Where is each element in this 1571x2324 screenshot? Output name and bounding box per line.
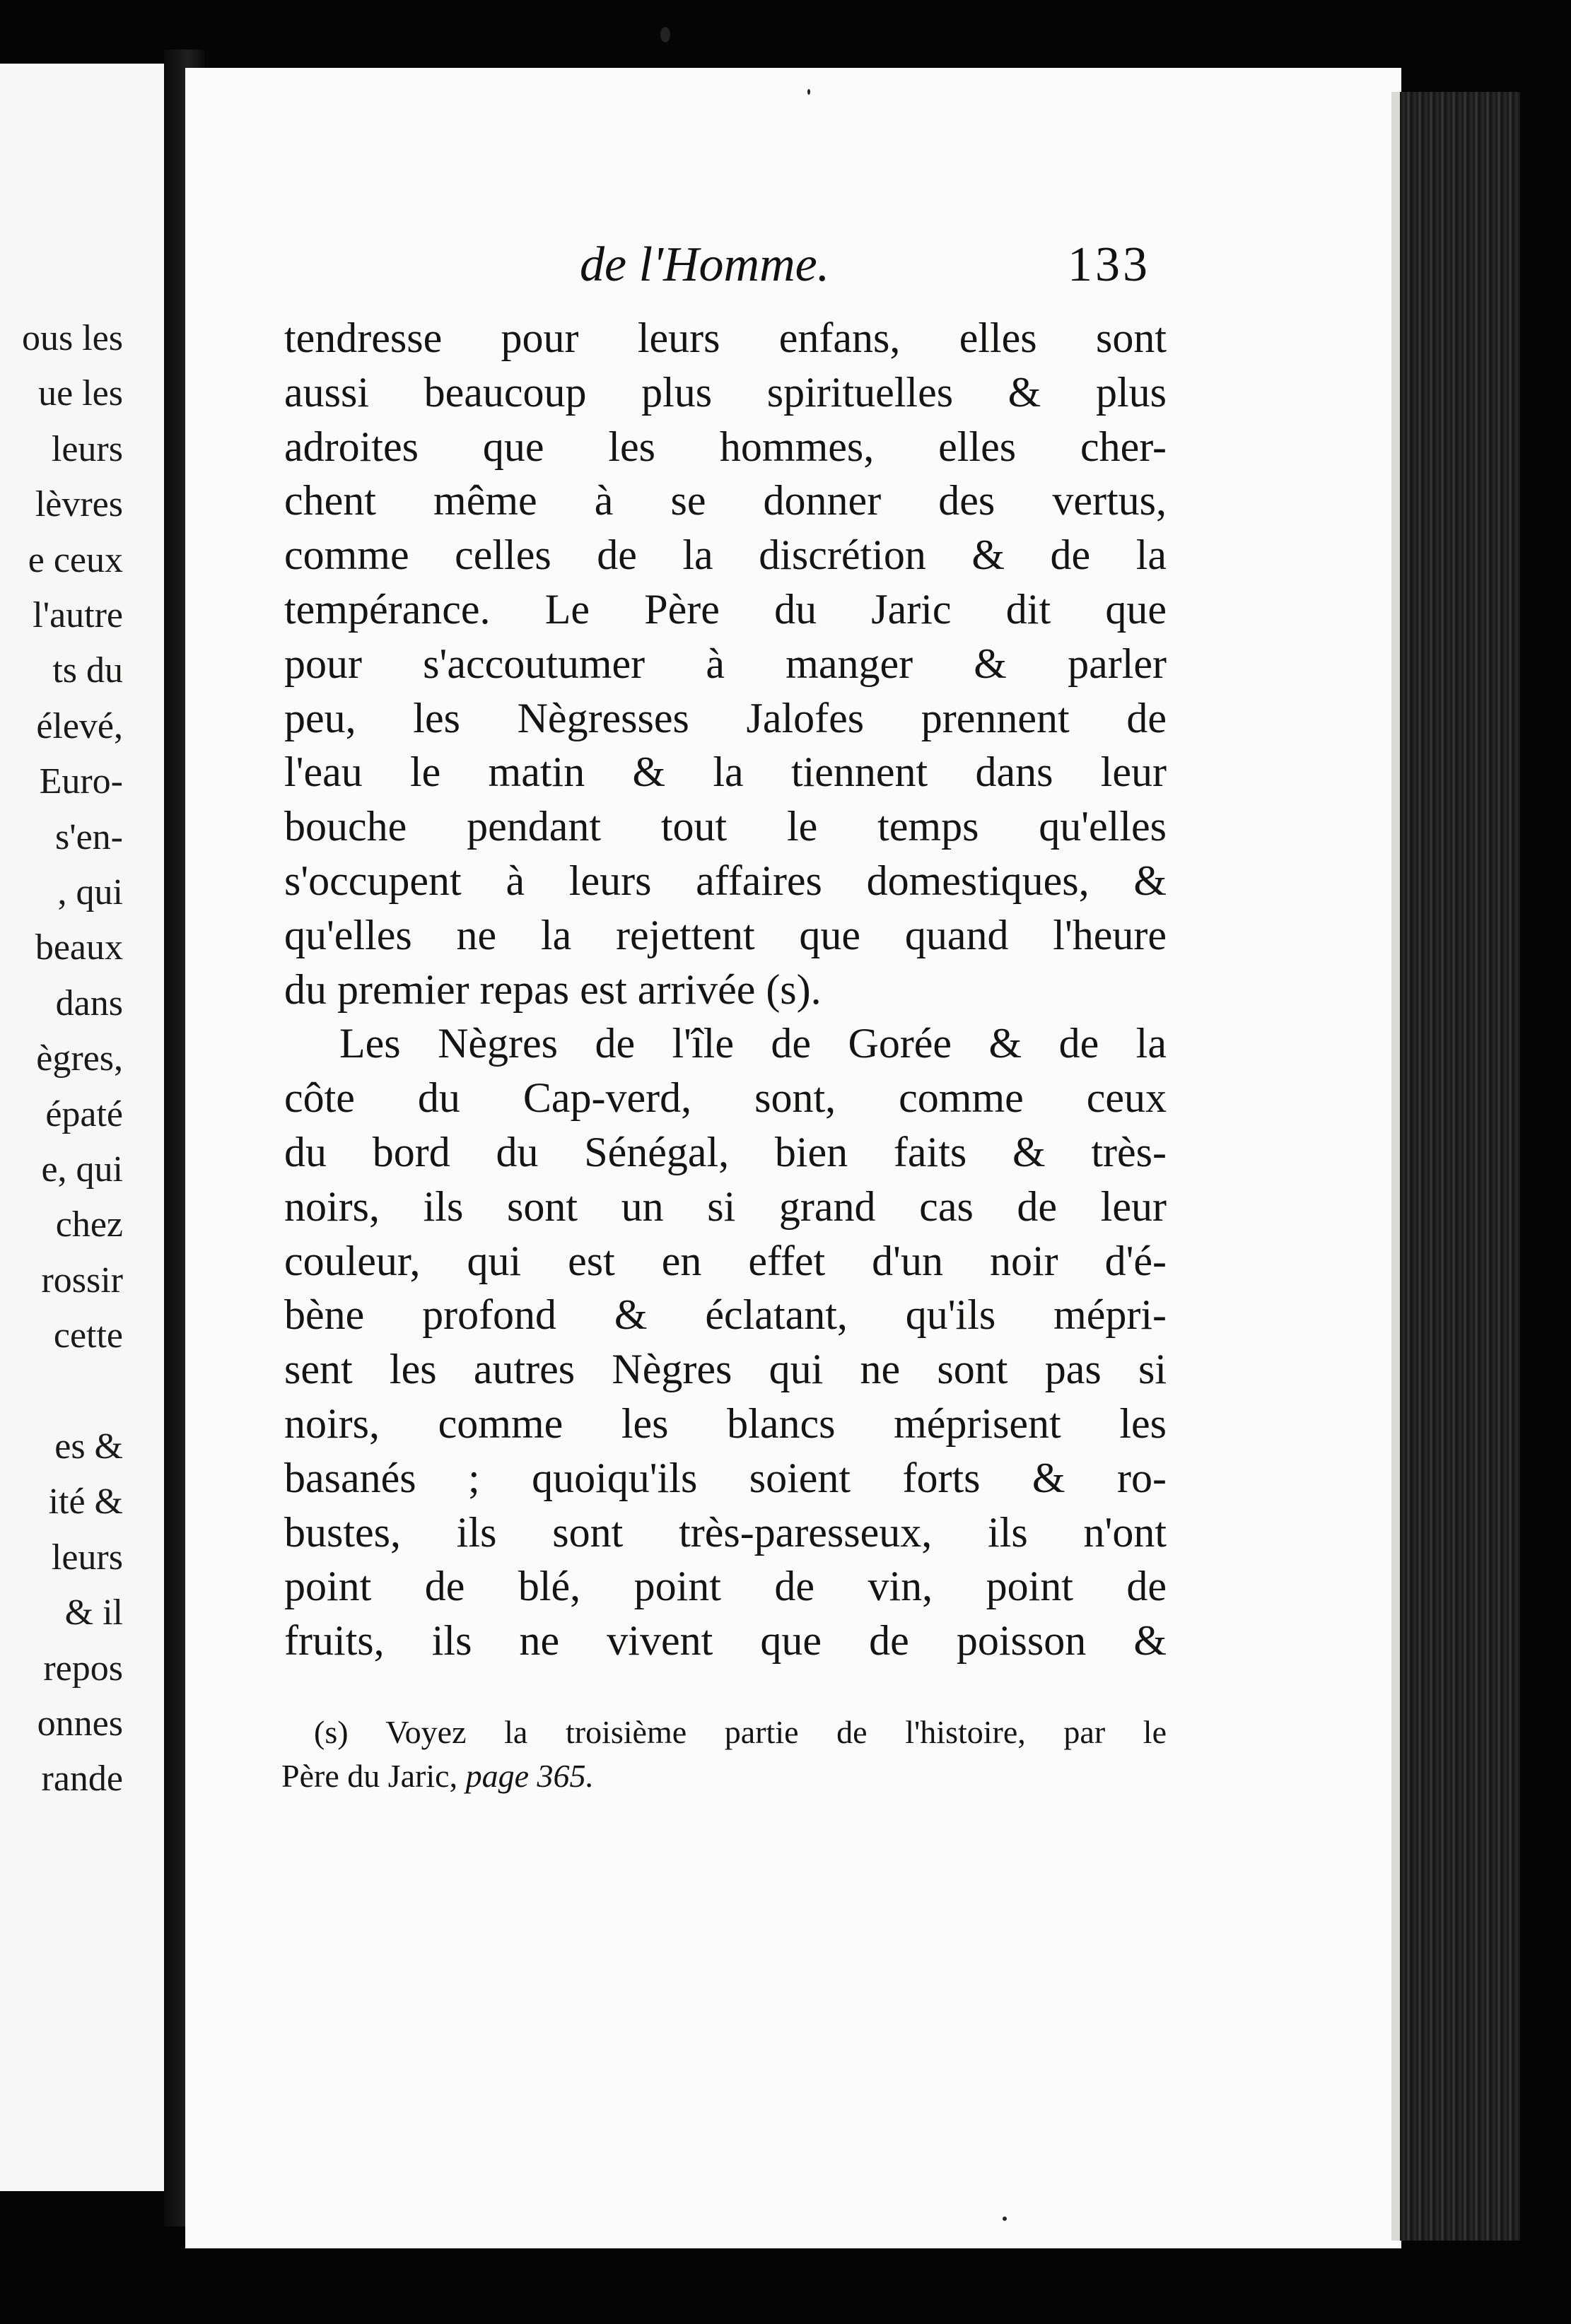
left-page-line: dans (55, 982, 123, 1023)
left-page-line: ous les (22, 318, 123, 358)
body-line: peu, les Nègresses Jalofes prennent de (284, 694, 1167, 741)
footnote-line: (s) Voyez la troisième partie de l'histoire, par le (314, 1714, 1167, 1750)
left-page-line: ègres, (36, 1038, 123, 1079)
left-page-line: rande (41, 1759, 123, 1800)
ink-speck (1003, 2217, 1007, 2221)
body-line: chent même à se donner des vertus, (284, 477, 1167, 524)
footnote (281, 1710, 1167, 1798)
body-line: tempérance. Le Père du Jaric dit que (284, 585, 1167, 633)
body-line: point de blé, point de vin, point de (284, 1563, 1167, 1610)
ink-speck (660, 27, 670, 42)
footnote-citation: Père du Jaric, (281, 1758, 466, 1794)
left-page-line: ue les (38, 373, 123, 414)
body-line: du premier repas est arrivée (s). (284, 966, 822, 1013)
body-line: sent les autres Nègres qui ne sont pas si (284, 1346, 1167, 1393)
left-page-line: es & (54, 1426, 123, 1467)
footnote-line (281, 1754, 1167, 1798)
left-facing-page (0, 64, 164, 2191)
left-page-line: onnes (37, 1703, 123, 1744)
book-block-edges (1400, 92, 1520, 2241)
body-line: Les Nègres de l'île de Gorée & de la (339, 1020, 1167, 1067)
left-page-line: l'autre (33, 595, 123, 635)
left-page-line: beaux (35, 927, 123, 968)
body-line: aussi beaucoup plus spirituelles & plus (284, 368, 1167, 416)
body-line: adroites que les hommes, elles cher- (284, 423, 1167, 470)
footnote-page-reference: page 365. (465, 1758, 594, 1794)
left-page-line: leurs (51, 1537, 123, 1578)
left-page-line: lèvres (35, 484, 123, 525)
left-page-line: leurs (51, 428, 123, 469)
body-line: noirs, comme les blancs méprisent les (284, 1399, 1167, 1447)
body-line: pour s'accoutumer à manger & parler (284, 640, 1167, 687)
left-page-line: cette (53, 1315, 123, 1356)
left-page-line: ts du (52, 650, 123, 691)
body-line: du bord du Sénégal, bien faits & très- (284, 1128, 1167, 1175)
body-line: fruits, ils ne vivent que de poisson & (284, 1617, 1167, 1665)
left-page-line: rossir (41, 1260, 123, 1301)
body-line: l'eau le matin & la tiennent dans leur (284, 749, 1167, 796)
body-text (284, 311, 1167, 1668)
left-page-line: épaté (45, 1093, 123, 1134)
body-line: basanés ; quoiqu'ils soient forts & ro- (284, 1454, 1167, 1501)
body-line: s'occupent à leurs affaires domestiques, & (284, 857, 1167, 904)
body-line: bustes, ils sont très-paresseux, ils n'ont (284, 1508, 1167, 1556)
body-line: comme celles de la discrétion & de la (284, 532, 1167, 579)
body-line: qu'elles ne la rejettent que quand l'heure (284, 911, 1167, 958)
body-line: bouche pendant tout le temps qu'elles (284, 803, 1167, 850)
body-line: noirs, ils sont un si grand cas de leur (284, 1182, 1167, 1230)
left-page-line: Euro- (39, 761, 123, 802)
left-page-line: chez (55, 1204, 123, 1245)
left-page-line: s'en- (54, 816, 123, 857)
body-line: côte du Cap-verd, sont, comme ceux (284, 1074, 1167, 1122)
ink-speck (807, 89, 810, 95)
left-page-line: & il (64, 1592, 123, 1633)
left-page-line: élevé, (36, 705, 123, 746)
left-page-line: repos (43, 1648, 123, 1689)
left-page-line: , qui (57, 872, 123, 912)
body-line: couleur, qui est en effet d'un noir d'é- (284, 1237, 1167, 1284)
left-page-line: e ceux (28, 539, 123, 580)
left-page-line: e, qui (41, 1149, 123, 1190)
running-head-title: de l'Homme. (580, 237, 830, 292)
body-line: tendresse pour leurs enfans, elles sont (284, 315, 1167, 361)
left-page-line: ité & (48, 1481, 123, 1522)
page-number: 133 (1068, 237, 1150, 292)
body-line: bène profond & éclatant, qu'ils mépri- (284, 1291, 1167, 1339)
